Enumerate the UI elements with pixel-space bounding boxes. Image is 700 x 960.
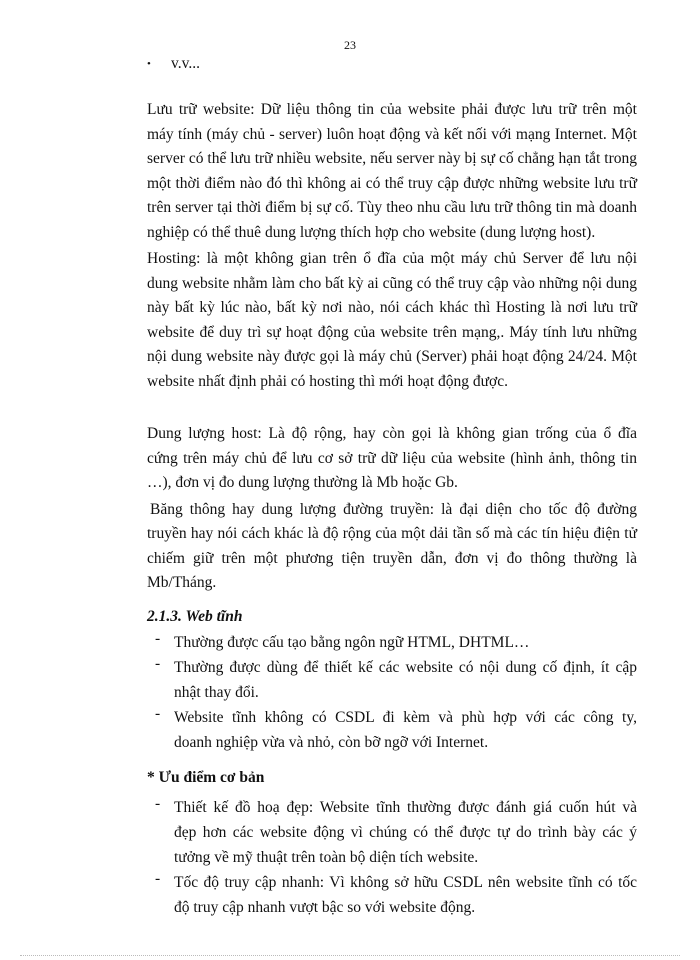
bullet-icon: • xyxy=(147,58,151,70)
dash-marker: - xyxy=(155,869,161,887)
static-web-list xyxy=(147,630,637,755)
text-line: website để duy trì sự hoạt động của website trên mạng,. Máy tính lưu những xyxy=(147,323,637,341)
text-line: nhật thay đổi. xyxy=(174,683,259,701)
paragraph-hosting xyxy=(147,247,637,394)
text-line: một thời điểm nào đó thì không ai có thể truy cập được những website lưu trữ xyxy=(147,174,637,192)
text-line: Thiết kế đồ hoạ đẹp: Website tĩnh thường được đánh giá cuốn hút và xyxy=(174,798,637,816)
bullet-item xyxy=(147,52,637,76)
text-line: này bất kỳ lúc nào, bất kỳ nơi nào, nói cách khác thì Hosting là nơi lưu trữ xyxy=(147,299,637,316)
section-heading: 2.1.3. Web tĩnh xyxy=(147,607,243,625)
text-line: doanh nghiệp vừa và nhỏ, còn bỡ ngỡ với Internet. xyxy=(174,733,489,751)
text-line: chiếm giữ trên một phương tiện truyền dẫn, đơn vị đo thông thường là xyxy=(147,549,637,567)
text-line: nội dung website này được gọi là máy chủ (Server) phải hoạt động 24/24. Một xyxy=(147,348,637,365)
list-item xyxy=(147,655,637,705)
text-line: Băng thông hay dung lượng đường truyền: là đại diện cho tốc độ đường xyxy=(150,500,637,518)
text-line: Tốc độ truy cập nhanh: Vì không sở hữu CSDL nên website tĩnh có tốc xyxy=(174,873,637,891)
text-line: máy tính (máy chủ - server) luôn hoạt động và kết nối với mạng Internet. Một xyxy=(147,125,637,143)
text-line: trên server tại thời điểm bị sự cố. Tùy theo nhu cầu lưu trữ thông tin mà doanh xyxy=(147,199,637,216)
text-line: độ truy cập nhanh vượt bậc so với website động. xyxy=(174,898,476,916)
page-number: 23 xyxy=(344,38,356,52)
advantages-heading: * Ưu điểm cơ bản xyxy=(147,768,265,786)
paragraph-storage xyxy=(147,98,637,245)
text-line: website nhất định phải có hosting thì mới hoạt động được. xyxy=(147,372,509,390)
page-bottom-divider xyxy=(20,955,680,956)
paragraph-bandwidth xyxy=(147,498,637,596)
text-line: Thường được dùng để thiết kế các website có nội dung cố định, ít cập xyxy=(174,658,637,676)
text-line: Thường được cấu tạo bằng ngôn ngữ HTML, DHTML… xyxy=(174,633,530,651)
dash-marker: - xyxy=(155,704,161,722)
page-content xyxy=(147,52,637,920)
text-line: tưởng về mỹ thuật trên toàn bộ diện tích website. xyxy=(174,848,479,866)
text-line: Dung lượng host: Là độ rộng, hay còn gọi là không gian trống của ổ đĩa xyxy=(147,425,637,442)
text-line: nghiệp có thể thuê dung lượng thích hợp cho website (dung lượng host). xyxy=(147,223,596,241)
text-line: Mb/Tháng. xyxy=(147,574,217,591)
text-line: server có thể lưu trữ nhiều website, nếu server này bị sự cố chẳng hạn tắt trong xyxy=(147,150,637,167)
list-item xyxy=(147,630,637,655)
text-line: Lưu trữ website: Dữ liệu thông tin của website phải được lưu trữ trên một xyxy=(147,101,637,118)
paragraph-host-capacity xyxy=(147,422,637,496)
text-line: cứng trên máy chủ để lưu cơ sở trữ dữ liệu của website (hình ảnh, thông tin xyxy=(147,449,637,467)
advantages-list xyxy=(147,795,637,920)
list-item xyxy=(147,870,637,920)
text-line: …), đơn vị đo dung lượng thường là Mb hoặc Gb. xyxy=(147,474,458,491)
text-line: Website tĩnh không có CSDL đi kèm và phù hợp với các công ty, xyxy=(174,708,637,726)
list-item xyxy=(147,705,637,755)
text-line: dung website nhằm làm cho bất kỳ ai cũng có thể truy cập vào những nội dung xyxy=(147,274,637,292)
text-line: đẹp hơn các website động vì chúng có thể được tự do trình bày các ý xyxy=(174,823,637,841)
dash-marker: - xyxy=(155,654,161,672)
dash-marker: - xyxy=(155,629,161,647)
dash-marker: - xyxy=(155,794,161,812)
list-item xyxy=(147,795,637,870)
text-line: truyền hay nói cách khác là độ rộng của một dải tần số mà các tín hiệu điện tử xyxy=(147,525,637,542)
text-line: Hosting: là một không gian trên ổ đĩa của một máy chủ Server để lưu nội xyxy=(147,250,637,267)
bullet-text: v.v... xyxy=(171,55,200,72)
